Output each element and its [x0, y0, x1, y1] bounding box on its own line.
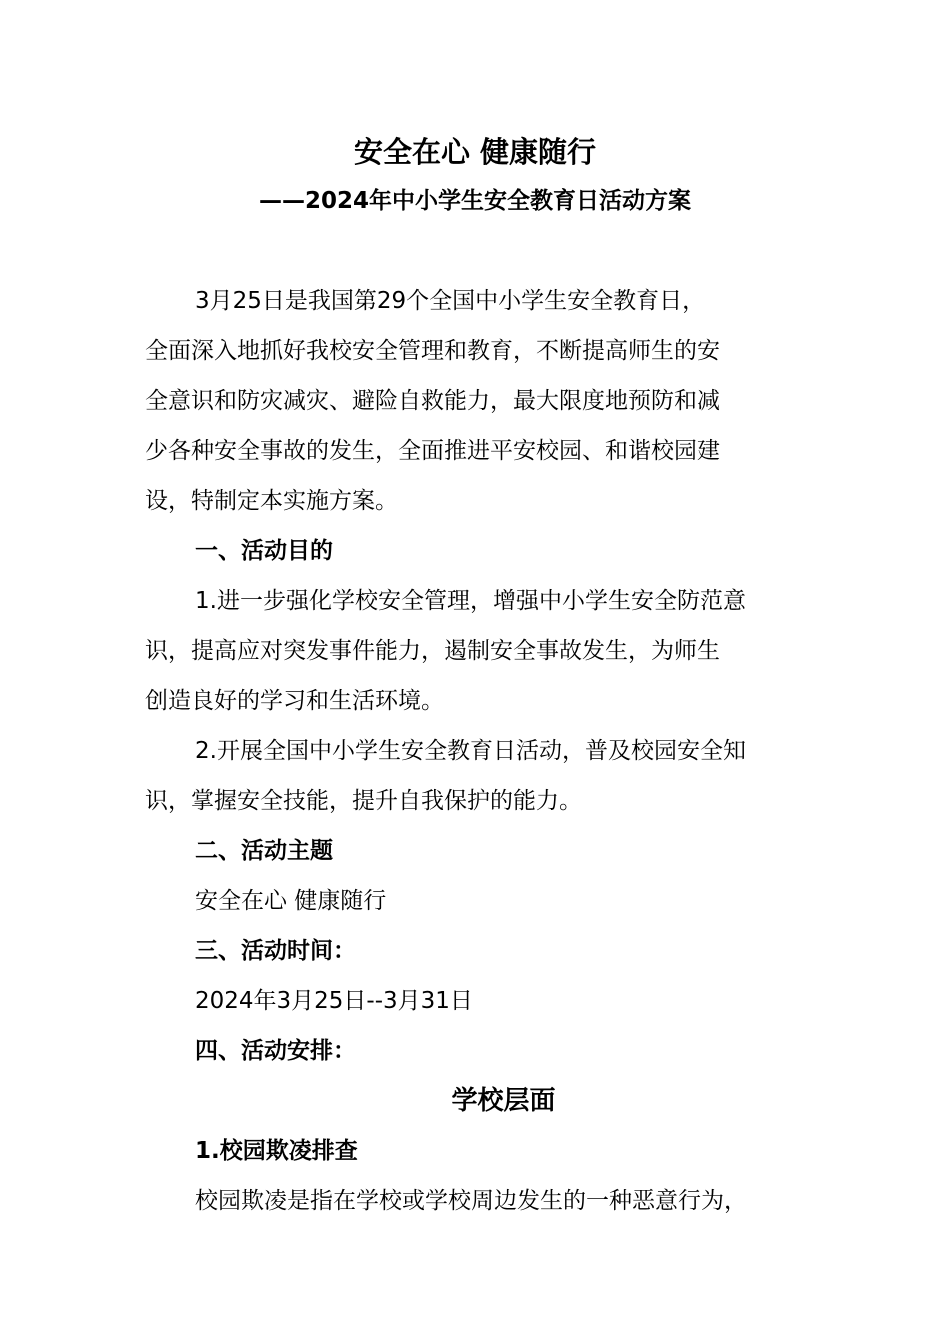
- purpose-item-line: 识，提高应对突发事件能力，遏制安全事故发生，为师生: [145, 638, 720, 664]
- purpose-item-line: 2.开展全国中小学生安全教育日活动，普及校园安全知: [195, 738, 746, 764]
- document-title: 安全在心 健康随行: [353, 135, 597, 169]
- intro-line: 少各种安全事故的发生，全面推进平安校园、和谐校园建: [145, 438, 720, 464]
- section-heading-arrangement: 四、活动安排：: [195, 1038, 356, 1064]
- purpose-item-line: 1.进一步强化学校安全管理，增强中小学生安全防范意: [195, 588, 746, 614]
- school-level-heading: 学校层面: [451, 1086, 556, 1116]
- intro-line: 全意识和防灾减灾、避险自救能力，最大限度地预防和减: [145, 388, 720, 414]
- purpose-item-line: 创造良好的学习和生活环境。: [145, 688, 444, 714]
- intro-line: 设，特制定本实施方案。: [145, 488, 398, 514]
- document-body: [145, 276, 825, 1226]
- purpose-item-line: 识，掌握安全技能，提升自我保护的能力。: [145, 788, 582, 814]
- intro-line: 全面深入地抓好我校安全管理和教育，不断提高师生的安: [145, 338, 720, 364]
- section-heading-purpose: 一、活动目的: [195, 538, 333, 564]
- theme-text: 安全在心 健康随行: [195, 888, 387, 914]
- section-heading-time: 三、活动时间：: [195, 938, 356, 964]
- intro-line: 3月25日是我国第29个全国中小学生安全教育日，: [195, 288, 706, 314]
- bullying-check-heading: 1.校园欺凌排查: [195, 1138, 358, 1164]
- bullying-check-text: 校园欺凌是指在学校或学校周边发生的一种恶意行为，: [195, 1188, 747, 1214]
- time-text: 2024年3月25日--3月31日: [195, 988, 473, 1014]
- document-subtitle: ——2024年中小学生安全教育日活动方案: [258, 188, 691, 214]
- section-heading-theme: 二、活动主题: [195, 838, 333, 864]
